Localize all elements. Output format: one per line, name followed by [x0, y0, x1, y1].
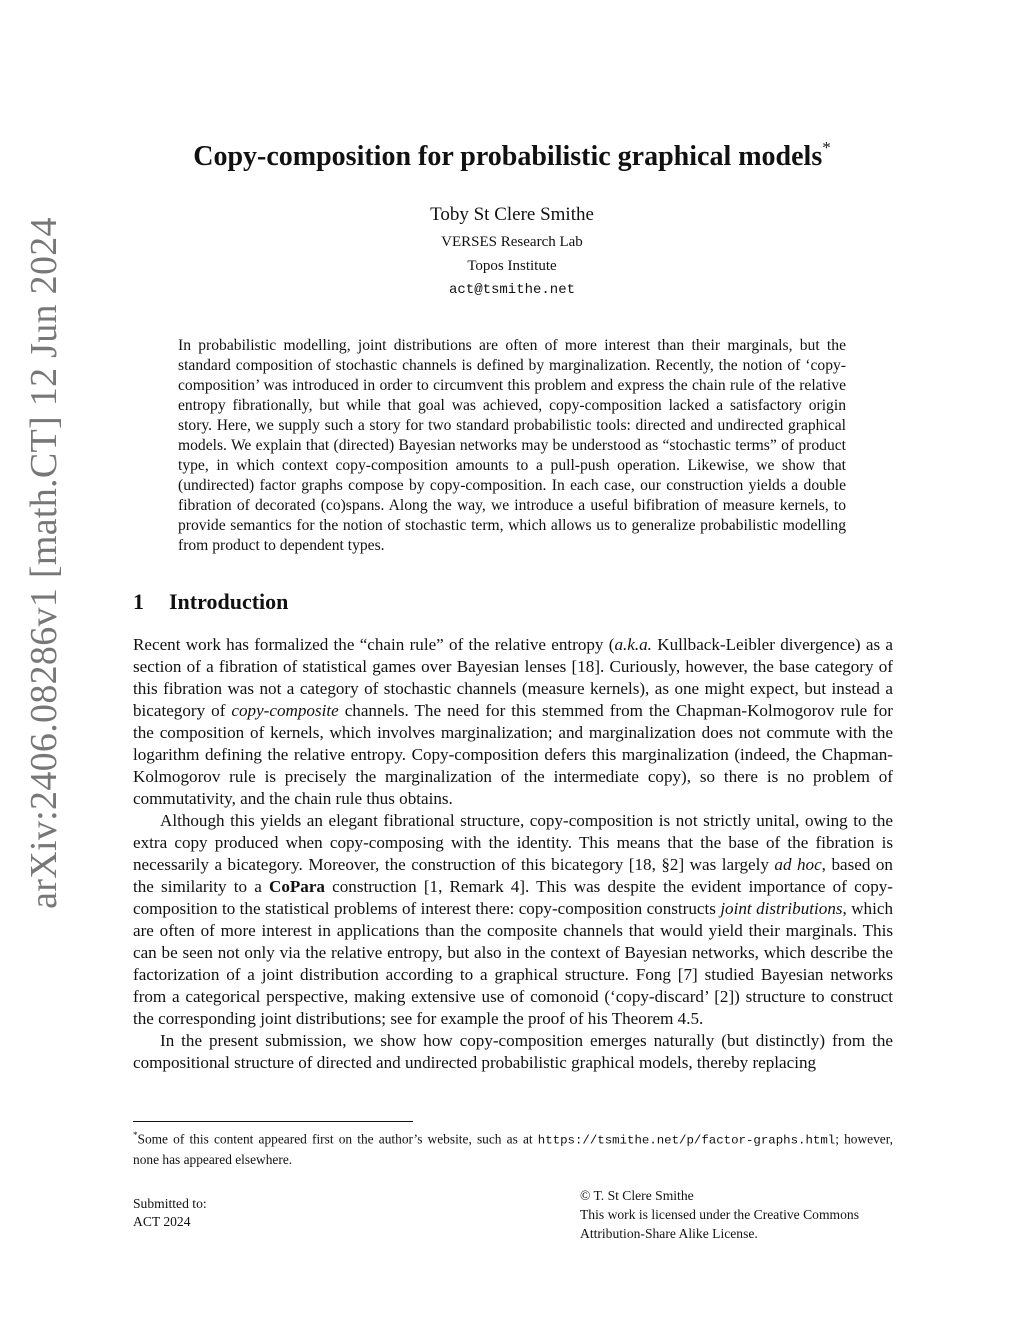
title-footnote-marker: * — [822, 138, 831, 157]
footnote — [133, 1126, 893, 1169]
license-line-1: This work is licensed under the Creative Commons — [580, 1207, 859, 1222]
paragraph-1 — [133, 634, 893, 810]
p2-text-d: , which are often of more interest in applications than the composite channels that would yield their marginals. This can be seen not only via the relative entropy, but also in the context of Bayesian networks, which describe the factorization of a joint distribution according to a graphical structure. Fong [7] studied Bayesian networks from a categorical perspective, making extensive use of comonoid (‘copy-discard’ [2]) structure to construct the corresponding joint distributions; see for example the proof of his Theorem 4.5. — [133, 899, 893, 1028]
p2-text-c: construction [1, Remark 4]. This was despite the evident importance of copy-composition to the statistical problems of interest there: copy-composition constructs — [133, 877, 893, 918]
section-heading — [133, 589, 288, 615]
footnote-divider — [133, 1121, 413, 1122]
p1-emphasis-aka: a.k.a. — [614, 635, 652, 654]
p1-emphasis-copy-composite: copy-composite — [231, 701, 339, 720]
submitted-to-label: Submitted to: — [133, 1196, 207, 1211]
paper-title — [0, 138, 1024, 173]
author-affiliation-1: VERSES Research Lab — [441, 234, 583, 250]
submission-info — [133, 1195, 207, 1231]
copyright-line: © T. St Clere Smithe — [580, 1188, 694, 1203]
section-number: 1 — [133, 589, 144, 614]
p1-text-a: Recent work has formalized the “chain rule” of the relative entropy ( — [133, 635, 615, 654]
p2-text-b: , based on the similarity to a — [133, 855, 893, 896]
author-email: act@tsmithe.net — [448, 282, 576, 298]
author-block — [0, 204, 1024, 298]
license-line-2: Attribution-Share Alike License. — [580, 1226, 758, 1241]
footnote-text-a: Some of this content appeared first on the author’s website, such as at — [137, 1131, 538, 1147]
abstract: In probabilistic modelling, joint distributions are often of more interest than their marginals, but the standard composition of stochastic channels is defined by marginalization. Recently, the notion of ‘copy-composition’ was introduced in order to circumvent this problem and express the chain rule of the relative entropy fibrationally, but while that goal was achieved, copy-composition lacked a satisfactory origin story. Here, we supply such a story for two standard probabilistic tools: directed and undirected graphical models. We explain that (directed) Bayesian networks may be understood as “stochastic terms” of product type, in which context copy-composition amounts to a pull-push operation. Likewise, we show that (undirected) factor graphs compose by copy-composition. In each case, our construction yields a double fibration of decorated (co)spans. Along the way, we introduce a useful bifibration of measure kernels, to provide semantics for the notion of stochastic term, which allows us to generalize probabilistic modelling from product to dependent types. — [178, 337, 846, 554]
body-text — [133, 634, 893, 1074]
paragraph-3: In the present submission, we show how copy-composition emerges naturally (but distinctly) from the compositional structure of directed and undirected probabilistic graphical models, thereby replacing — [133, 1031, 893, 1072]
p2-emphasis-joint-distributions: joint distributions — [720, 899, 843, 918]
footnote-marker: * — [133, 1130, 138, 1140]
p2-bold-copara: CoPara — [268, 877, 325, 896]
license-info — [580, 1186, 859, 1243]
p2-emphasis-ad-hoc: ad hoc — [774, 855, 822, 874]
paper-title-text: Copy-composition for probabilistic graphical models — [193, 141, 823, 172]
footnote-text-b: ; however, none has appeared elsewhere. — [133, 1131, 894, 1168]
p1-text-b: Kullback-Leibler divergence) as a section of a fibration of statistical games over Bayesian lenses [18]. Curiously, however, the base category of this fibration was not a category of stochastic channels (measure kernels), as one might expect, but instead a bicategory of — [133, 635, 893, 720]
paragraph-2 — [133, 810, 893, 1030]
arxiv-identifier-stamp: arXiv:2406.08286v1 [math.CT] 12 Jun 2024 — [23, 217, 65, 909]
author-affiliation-2: Topos Institute — [467, 258, 557, 274]
venue-name: ACT 2024 — [133, 1214, 191, 1229]
author-name: Toby St Clere Smithe — [430, 204, 594, 225]
footnote-url-link[interactable]: https://tsmithe.net/p/factor-graphs.html — [537, 1133, 836, 1148]
p2-text-a: Although this yields an elegant fibrational structure, copy-composition is not strictly unital, owing to the extra copy produced when copy-composing with the identity. This means that the base of the fibration is necessarily a bicategory. Moreover, the construction of this bicategory [18, §2] was largely — [133, 811, 893, 874]
section-title: Introduction — [169, 589, 289, 614]
p1-text-c: channels. The need for this stemmed from the Chapman-Kolmogorov rule for the composition of kernels, which involves marginalization; and marginalization does not commute with the logarithm defining the relative entropy. Copy-composition defers this marginalization (indeed, the Chapman-Kolmogorov rule is precisely the marginalization of the intermediate copy), so there is no problem of commutativity, and the chain rule thus obtains. — [133, 701, 893, 808]
